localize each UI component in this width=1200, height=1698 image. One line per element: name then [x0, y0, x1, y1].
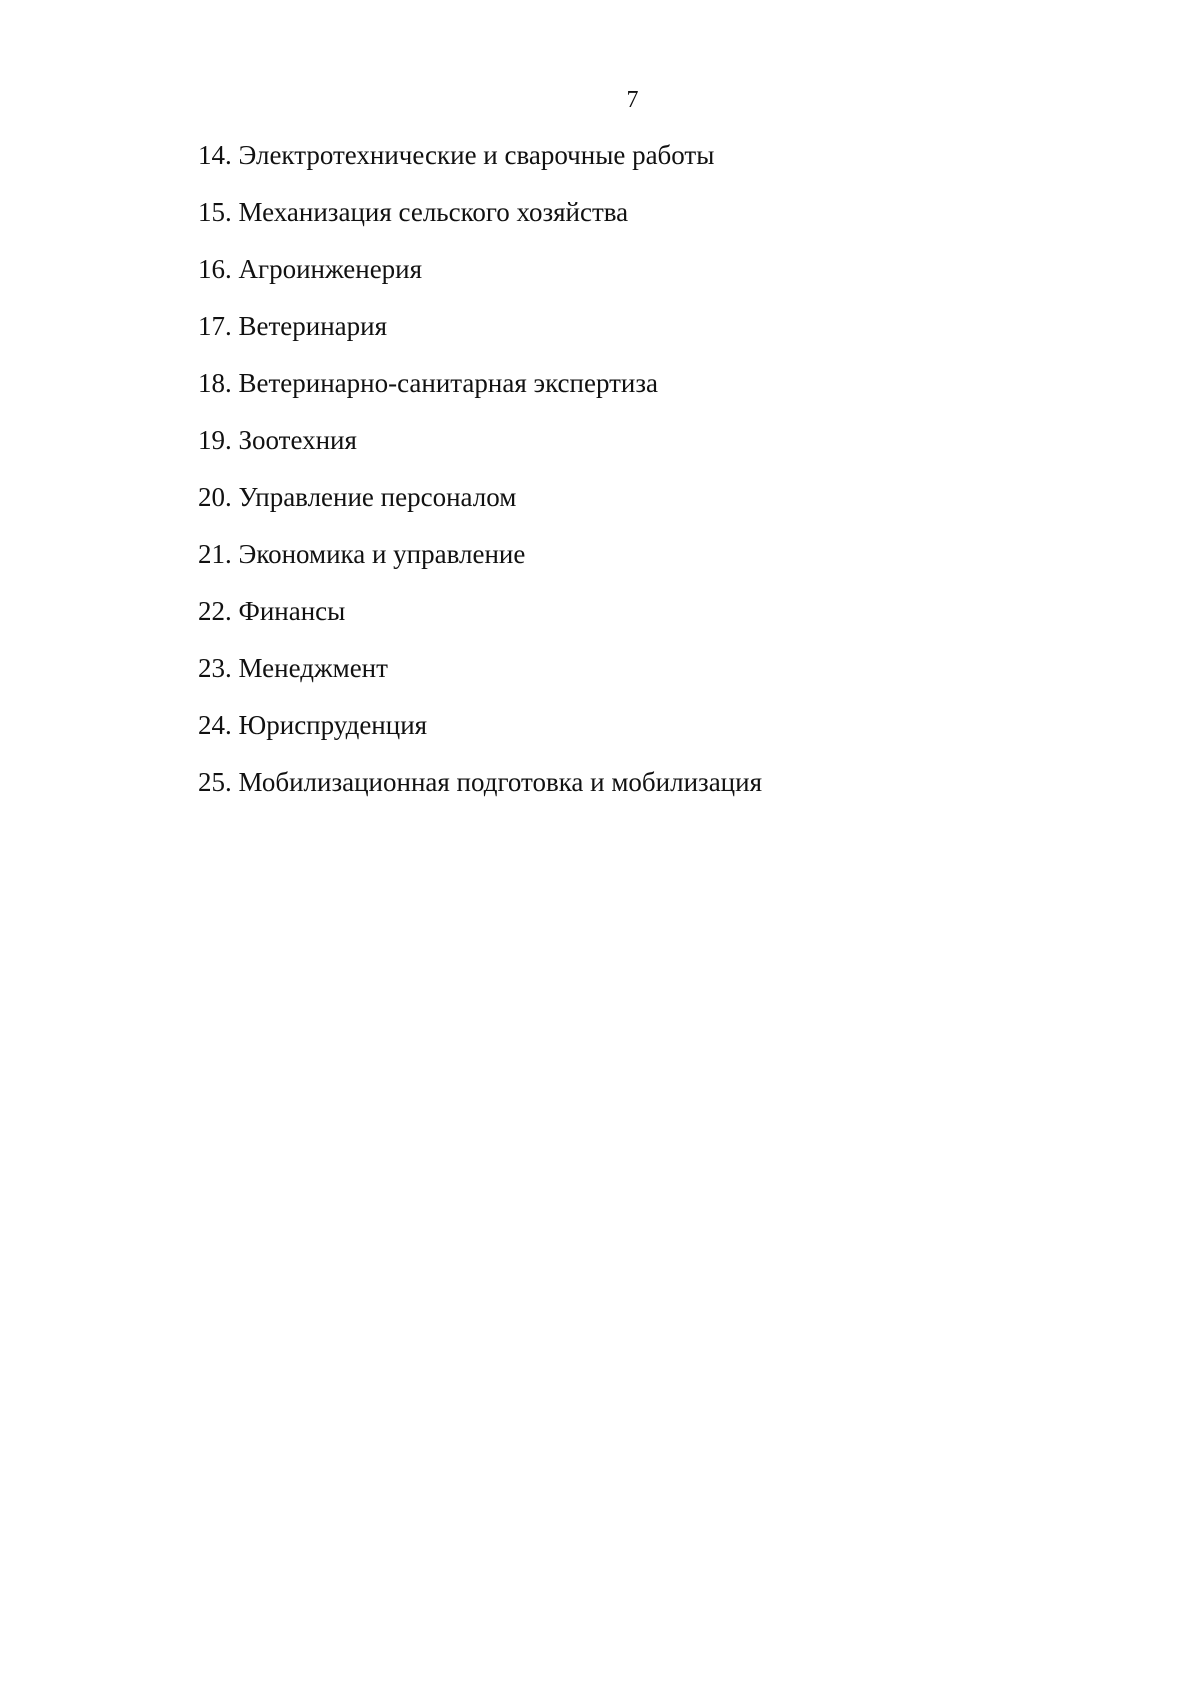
list-item: 16. Агроинженерия: [198, 254, 423, 284]
list-item: 24. Юриспруденция: [198, 710, 428, 740]
list-item: 25. Мобилизационная подготовка и мобилизация: [198, 767, 762, 797]
list-item: 23. Менеджмент: [198, 653, 388, 683]
list-item: 20. Управление персоналом: [198, 482, 517, 512]
list-item: 18. Ветеринарно-санитарная экспертиза: [198, 368, 659, 398]
list-item: 17. Ветеринария: [198, 311, 388, 341]
page-number: 7: [626, 87, 639, 113]
list-item: 19. Зоотехния: [198, 425, 357, 455]
list-item: 22. Финансы: [198, 596, 346, 626]
specialty-list: [198, 139, 762, 823]
list-item: 14. Электротехнические и сварочные работы: [198, 140, 715, 170]
list-item: 21. Экономика и управление: [198, 539, 526, 569]
list-item: 15. Механизация сельского хозяйства: [198, 197, 629, 227]
